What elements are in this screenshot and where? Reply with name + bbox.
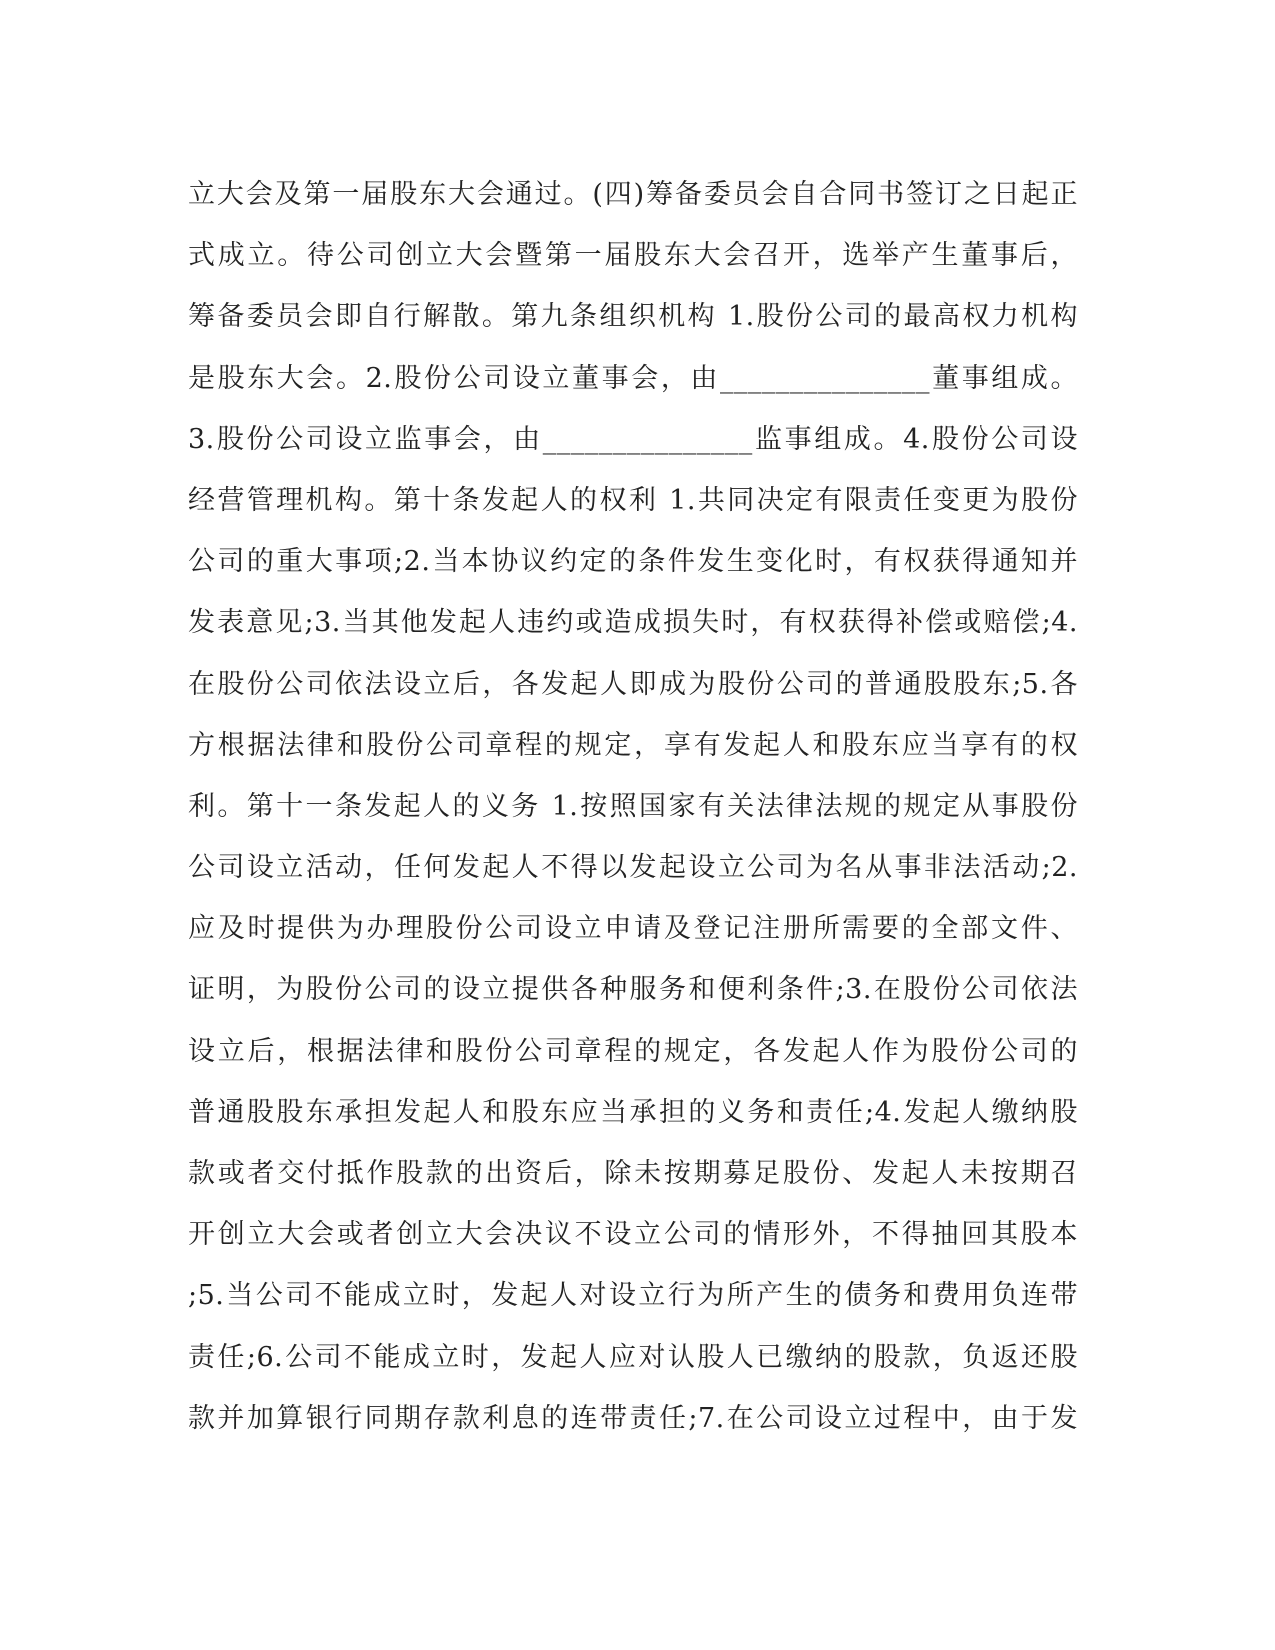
text-line: 开创立大会或者创立大会决议不设立公司的情形外，不得抽回其股本	[188, 1219, 1078, 1251]
text-line: 款并加算银行同期存款利息的连带责任;7.在公司设立过程中，由于发	[188, 1402, 1078, 1434]
text-line: 经营管理机构。第十条发起人的权利 1.共同决定有限责任变更为股份	[188, 484, 1078, 516]
text-line: 在股份公司依法设立后，各发起人即成为股份公司的普通股股东;5.各	[188, 668, 1078, 700]
text-line: 责任;6.公司不能成立时，发起人应对认股人已缴纳的股款，负返还股	[188, 1341, 1078, 1373]
text-line: 款或者交付抵作股款的出资后，除未按期募足股份、发起人未按期召	[188, 1158, 1078, 1189]
text-line: 筹备委员会即自行解散。第九条组织机构 1.股份公司的最高权力机构	[188, 301, 1078, 333]
text-line: ;5.当公司不能成立时，发起人对设立行为所产生的债务和费用负连带	[188, 1280, 1078, 1312]
text-line: 方根据法律和股份公司章程的规定，享有发起人和股东应当享有的权	[188, 729, 1078, 761]
body-text	[188, 164, 1078, 1449]
text-line: 证明，为股份公司的设立提供各种服务和便利条件;3.在股份公司依法	[188, 974, 1078, 1006]
text-line: 立大会及第一届股东大会通过。(四)筹备委员会自合同书签订之日起正	[188, 179, 1078, 210]
text-line: 3.股份公司设立监事会，由_______________监事组成。4.股份公司设	[188, 423, 1078, 455]
text-line: 应及时提供为办理股份公司设立申请及登记注册所需要的全部文件、	[188, 913, 1078, 945]
text-line: 普通股股东承担发起人和股东应当承担的义务和责任;4.发起人缴纳股	[188, 1096, 1078, 1128]
text-line: 式成立。待公司创立大会暨第一届股东大会召开，选举产生董事后，	[188, 240, 1078, 272]
text-line: 发表意见;3.当其他发起人违约或造成损失时，有权获得补偿或赔偿;4.	[188, 607, 1078, 639]
text-line: 公司设立活动，任何发起人不得以发起设立公司为名从事非法活动;2.	[188, 852, 1078, 884]
text-line: 利。第十一条发起人的义务 1.按照国家有关法律法规的规定从事股份	[188, 790, 1078, 822]
text-line: 公司的重大事项;2.当本协议约定的条件发生变化时，有权获得通知并	[188, 546, 1078, 578]
text-line: 是股东大会。2.股份公司设立董事会，由_______________董事组成。	[188, 362, 1078, 394]
text-line: 设立后，根据法律和股份公司章程的规定，各发起人作为股份公司的	[188, 1035, 1078, 1067]
